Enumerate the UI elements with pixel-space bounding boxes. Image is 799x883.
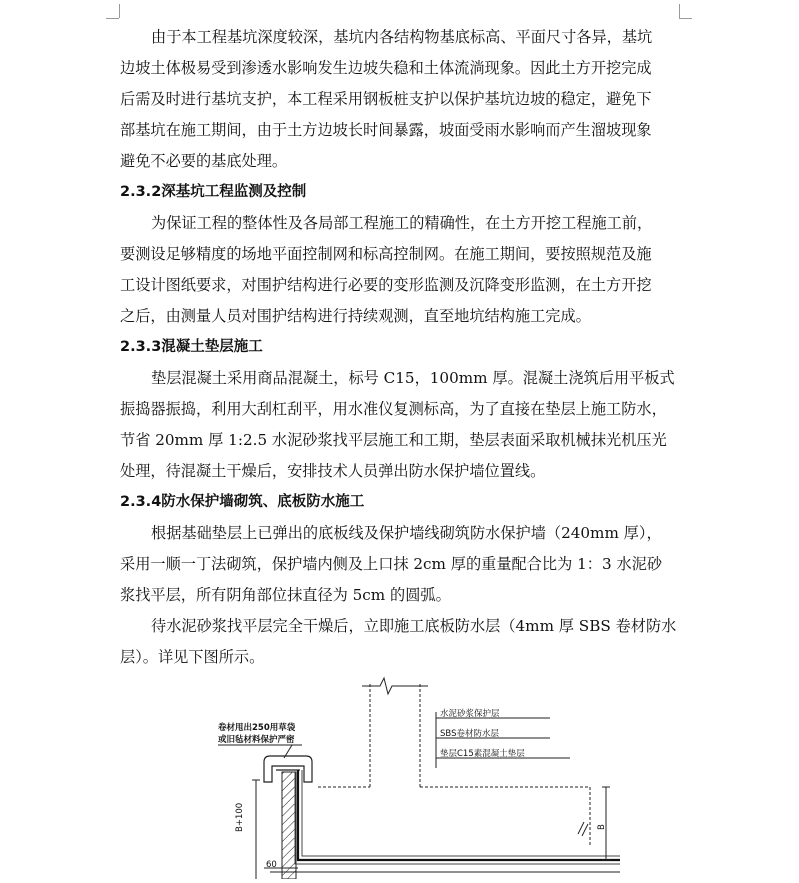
slab-outline xyxy=(318,787,590,847)
dimension-label-60: 60 xyxy=(266,860,277,870)
column-outline xyxy=(362,678,428,787)
paragraph-line: 后需及时进行基坑支护，本工程采用钢板桩支护以保护基坑边坡的稳定，避免下 xyxy=(120,90,652,108)
margin-corner-top-left xyxy=(119,4,120,18)
margin-corner-top-right xyxy=(679,18,692,19)
dimension-right xyxy=(597,787,610,860)
paragraph-line: 部基坑在施工期间，由于土方边坡长时间暴露，坡面受雨水影响而产生溜坡现象 xyxy=(120,121,652,139)
section-heading-2-3-2: 2.3.2深基坑工程监测及控制 xyxy=(120,184,307,200)
left-annotation xyxy=(218,722,302,758)
paragraph-line: 避免不必要的基底处理。 xyxy=(120,152,288,170)
label-mortar-protection: 水泥砂浆保护层 xyxy=(440,709,500,719)
left-note-line-2: 或旧毡材料保护严密 xyxy=(218,735,295,745)
document-body xyxy=(120,22,680,673)
paragraph-line: 待水泥砂浆找平层完全干燥后，立即施工底板防水层（4mm 厚 SBS 卷材防水 xyxy=(151,617,677,635)
paragraph-line: 要测设足够精度的场地平面控制网和标高控制网。在施工期间，要按照规范及施 xyxy=(120,245,652,263)
label-c15-cushion: 垫层C15素混凝土垫层 xyxy=(440,749,525,759)
right-annotations xyxy=(436,708,570,768)
label-sbs-membrane: SBS卷材防水层 xyxy=(440,729,499,739)
paragraph-line: 为保证工程的整体性及各局部工程施工的精确性，在土方开挖工程施工前， xyxy=(151,214,653,232)
sbs-membrane-layer xyxy=(298,770,620,860)
dimension-label-b-plus-100: B+100 xyxy=(235,802,245,832)
paragraph-line: 采用一顺一丁法砌筑，保护墙内侧及上口抹 2cm 厚的重量配合比为 1：3 水泥砂 xyxy=(120,555,663,573)
paragraph-line: 之后，由测量人员对围护结构进行持续观测，直至地坑结构施工完成。 xyxy=(120,307,591,325)
paragraph-line: 由于本工程基坑深度较深，基坑内各结构物基底标高、平面尺寸各异，基坑 xyxy=(151,28,653,46)
paragraph-line: 层）。详见下图所示。 xyxy=(120,648,265,666)
section-heading-2-3-3: 2.3.3混凝土垫层施工 xyxy=(120,339,263,355)
paragraph-line: 垫层混凝土采用商品混凝土，标号 C15，100mm 厚。混凝土浇筑后用平板式 xyxy=(151,369,675,387)
paragraph-line: 根据基础垫层上已弹出的底板线及保护墙线砌筑防水保护墙（240mm 厚）， xyxy=(151,524,662,542)
mortar-protection-layer xyxy=(302,770,620,856)
paragraph-line: 节省 20mm 厚 1:2.5 水泥砂浆找平层施工和工期，垫层表面采取机械抹光机压光 xyxy=(120,431,667,449)
protective-wall xyxy=(282,772,296,879)
paragraph-line: 处理，待混凝土干燥后，安排技术人员弹出防水保护墙位置线。 xyxy=(120,462,546,480)
dimension-left xyxy=(235,780,260,879)
margin-corner-top-left xyxy=(106,18,119,19)
paragraph-line: 边坡土体极易受到渗透水影响发生边坡失稳和土体流淌现象。因此土方开挖完成 xyxy=(120,59,652,77)
left-note-line-1: 卷材甩出250用草袋 xyxy=(218,723,296,733)
paragraph-line: 浆找平层，所有阴角部位抹直径为 5cm 的圆弧。 xyxy=(120,586,451,604)
section-heading-2-3-4: 2.3.4防水保护墙砌筑、底板防水施工 xyxy=(120,494,365,510)
waterproofing-detail-drawing xyxy=(180,672,640,879)
margin-corner-top-right xyxy=(679,4,680,18)
paragraph-line: 振捣器振捣，利用大刮杠刮平，用水准仪复测标高，为了直接在垫层上施工防水， xyxy=(120,400,667,418)
waterproofing-detail-svg xyxy=(180,672,640,879)
paragraph-line: 工设计图纸要求，对围护结构进行必要的变形监测及沉降变形监测，在土方开挖 xyxy=(120,276,652,294)
dimension-label-b: B xyxy=(597,824,607,830)
